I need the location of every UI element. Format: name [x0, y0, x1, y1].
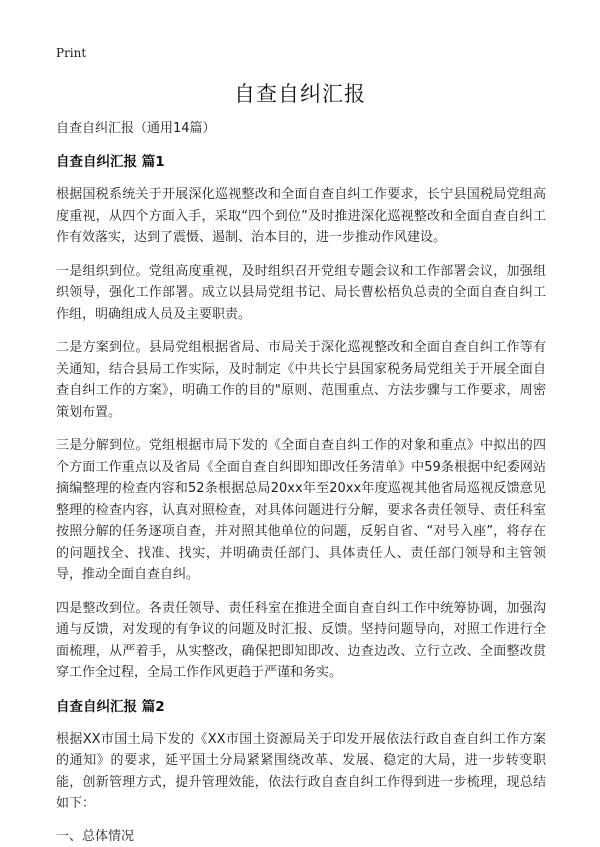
document-subtitle: 自查自纠汇报（通用14篇）: [56, 121, 216, 136]
document-title: 自查自纠汇报: [234, 82, 366, 106]
paragraph: 二是方案到位。县局党组根据省局、市局关于深化巡视整改和全面自查自纠工作等有关通知，结合县局工作实际，及时制定《中共长宁县国家税务局党组关于开展全面自查自纠工作的方案》，明确工作的目的"原则、范围重点、方法步骤与工作要求，周密策划布置。: [56, 340, 546, 420]
section-heading: 自查自纠汇报 篇2: [56, 698, 165, 715]
section-heading: 自查自纠汇报 篇1: [56, 154, 165, 170]
section-1: [56, 152, 546, 684]
print-link[interactable]: Print: [56, 46, 87, 60]
paragraph: 根据XX市国土局下发的《XX市国土资源局关于印发开展依法行政自查自纠工作方案的通知》的要求，延平国土分局紧紧围绕改革、发展、稳定的大局，进一步转变职能，创新管理方式，提升管理效能，依法行政自查自纠工作得到进一步梳理，现总结如下：: [56, 731, 546, 811]
document-body: [56, 119, 546, 847]
paragraph: 一是组织到位。党组高度重视，及时组织召开党组专题会议和工作部署会议，加强组织领导，强化工作部署。成立以县局党组书记、局长曹松梧负总责的全面自查自纠工作组，明确组成人员及主要职责。: [56, 263, 546, 322]
subsection-heading: 一、总体情况: [56, 828, 135, 844]
paragraph: 四是整改到位。各责任领导、责任科室在推进全面自查自纠工作中统筹协调，加强沟通与反馈，对发现的有争议的问题及时汇报、反馈。坚持问题导向，对照工作进行全面梳理，从严着手，从实整改，确保把即知即改、边查边改、立行立改、全面整改贯穿工作全过程，全局工作作风更趋于严谨和务实。: [56, 600, 546, 680]
paragraph: 三是分解到位。党组根据市局下发的《全面自查自纠工作的对象和重点》中拟出的四个方面工作重点以及省局《全面自查自纠即知即改任务清单》中59条根据中纪委网站摘编整理的检查内容和52条根据总局20xx年至20xx年度巡视其他省局巡视反馈意见整理的检查内容，认真对照检查，对具体问题进行分解，要求各责任领导、责任科室按照分解的任务逐项自查，并对照其他单位的问题，反躬自省、“对号入座”，将存在的问题找全、找准、找实，并明确责任部门、具体责任人、责任部门领导和主管领导，推动全面自查自纠。: [56, 438, 546, 582]
section-2: [56, 697, 546, 847]
paragraph: 根据国税系统关于开展深化巡视整改和全面自查自纠工作要求，长宁县国税局党组高度重视，从四个方面入手，采取“四个到位”及时推进深化巡视整改和全面自查自纠工作有效落实，达到了震慑、遏制、治本目的，进一步推动作风建设。: [56, 187, 546, 245]
